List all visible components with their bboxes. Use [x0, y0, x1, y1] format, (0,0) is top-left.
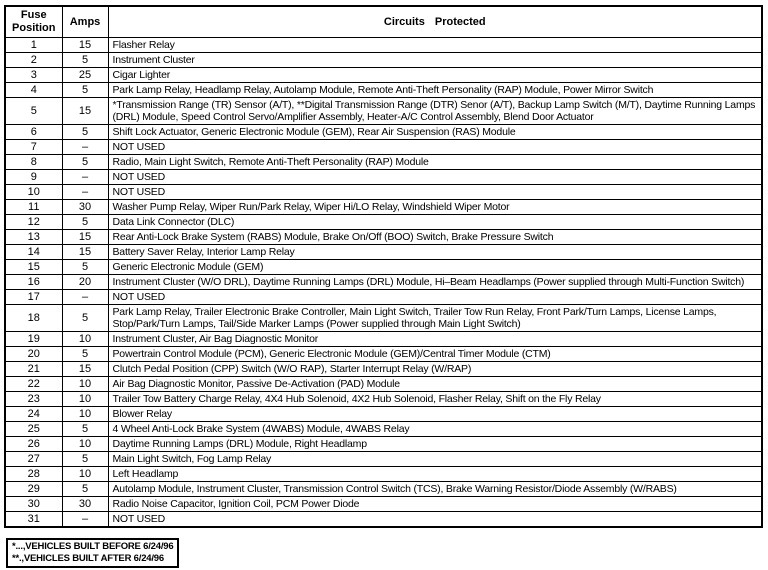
fuse-position-cell: 27: [5, 452, 62, 467]
amps-cell: 15: [62, 362, 108, 377]
circuits-cell: Shift Lock Actuator, Generic Electronic Module (GEM), Rear Air Suspension (RAS) Module: [108, 125, 762, 140]
fuse-position-cell: 22: [5, 377, 62, 392]
fuse-table: [4, 5, 763, 528]
table-row: [5, 482, 762, 497]
circuits-cell: *Transmission Range (TR) Sensor (A/T), **Digital Transmission Range (DTR) Senor (A/T), Backup Lamp Switch (M/T), Daytime Running Lamps (DRL) Module, Speed Control Servo/Amplifier Assembly, Heater-A/C Control Assembly, Blend Door Actuator: [108, 98, 762, 125]
circuits-cell: Radio, Main Light Switch, Remote Anti-Theft Personality (RAP) Module: [108, 155, 762, 170]
fuse-position-cell: 29: [5, 482, 62, 497]
table-row: [5, 305, 762, 332]
table-row: [5, 437, 762, 452]
amps-cell: 5: [62, 482, 108, 497]
circuits-cell: Main Light Switch, Fog Lamp Relay: [108, 452, 762, 467]
table-row: [5, 260, 762, 275]
table-row: [5, 290, 762, 305]
header-circuits-protected: Circuits Protected: [108, 6, 762, 38]
header-amps: Amps: [62, 6, 108, 38]
amps-cell: 5: [62, 422, 108, 437]
circuits-cell: Autolamp Module, Instrument Cluster, Transmission Control Switch (TCS), Brake Warning Resistor/Diode Assembly (W/RABS): [108, 482, 762, 497]
fuse-position-cell: 31: [5, 512, 62, 528]
table-row: [5, 392, 762, 407]
amps-cell: 15: [62, 38, 108, 53]
table-row: [5, 245, 762, 260]
fuse-position-cell: 26: [5, 437, 62, 452]
amps-cell: 5: [62, 125, 108, 140]
circuits-cell: NOT USED: [108, 140, 762, 155]
fuse-position-cell: 11: [5, 200, 62, 215]
circuits-cell: Daytime Running Lamps (DRL) Module, Right Headlamp: [108, 437, 762, 452]
fuse-table-header: [5, 6, 762, 38]
table-row: [5, 125, 762, 140]
circuits-cell: Battery Saver Relay, Interior Lamp Relay: [108, 245, 762, 260]
amps-cell: 10: [62, 407, 108, 422]
fuse-position-cell: 23: [5, 392, 62, 407]
footnote-line-before: *...,VEHICLES BUILT BEFORE 6/24/96: [12, 541, 174, 552]
fuse-position-cell: 9: [5, 170, 62, 185]
amps-cell: 10: [62, 467, 108, 482]
circuits-cell: Trailer Tow Battery Charge Relay, 4X4 Hub Solenoid, 4X2 Hub Solenoid, Flasher Relay, Shift on the Fly Relay: [108, 392, 762, 407]
amps-cell: –: [62, 140, 108, 155]
circuits-cell: Rear Anti-Lock Brake System (RABS) Module, Brake On/Off (BOO) Switch, Brake Pressure Switch: [108, 230, 762, 245]
circuits-cell: Park Lamp Relay, Trailer Electronic Brake Controller, Main Light Switch, Trailer Tow Run Relay, Front Park/Turn Lamps, License Lamps, Stop/Park/Turn Lamps, Tail/Side Marker Lamps (Power supplied through Main Light Switch): [108, 305, 762, 332]
amps-cell: 5: [62, 305, 108, 332]
fuse-position-cell: 1: [5, 38, 62, 53]
fuse-position-cell: 2: [5, 53, 62, 68]
table-row: [5, 377, 762, 392]
fuse-position-cell: 18: [5, 305, 62, 332]
circuits-cell: Flasher Relay: [108, 38, 762, 53]
circuits-cell: Powertrain Control Module (PCM), Generic Electronic Module (GEM)/Central Timer Module (CTM): [108, 347, 762, 362]
amps-cell: 15: [62, 98, 108, 125]
circuits-cell: Instrument Cluster (W/O DRL), Daytime Running Lamps (DRL) Module, Hi–Beam Headlamps (Power supplied through Multi-Function Switch): [108, 275, 762, 290]
fuse-position-cell: 24: [5, 407, 62, 422]
fuse-position-cell: 19: [5, 332, 62, 347]
table-row: [5, 140, 762, 155]
fuse-position-cell: 16: [5, 275, 62, 290]
circuits-cell: NOT USED: [108, 290, 762, 305]
circuits-cell: Data Link Connector (DLC): [108, 215, 762, 230]
amps-cell: 5: [62, 83, 108, 98]
circuits-cell: Left Headlamp: [108, 467, 762, 482]
fuse-position-cell: 30: [5, 497, 62, 512]
circuits-cell: Blower Relay: [108, 407, 762, 422]
table-row: [5, 230, 762, 245]
table-row: [5, 155, 762, 170]
circuits-cell: Air Bag Diagnostic Monitor, Passive De-Activation (PAD) Module: [108, 377, 762, 392]
table-row: [5, 53, 762, 68]
fuse-position-cell: 13: [5, 230, 62, 245]
fuse-position-cell: 10: [5, 185, 62, 200]
fuse-position-cell: 6: [5, 125, 62, 140]
amps-cell: 30: [62, 200, 108, 215]
fuse-position-cell: 17: [5, 290, 62, 305]
fuse-position-cell: 4: [5, 83, 62, 98]
amps-cell: 5: [62, 452, 108, 467]
fuse-position-cell: 15: [5, 260, 62, 275]
circuits-cell: Instrument Cluster, Air Bag Diagnostic Monitor: [108, 332, 762, 347]
circuits-cell: NOT USED: [108, 185, 762, 200]
fuse-position-cell: 12: [5, 215, 62, 230]
header-fuse-position: Fuse Position: [5, 6, 62, 38]
amps-cell: 30: [62, 497, 108, 512]
fuse-position-cell: 14: [5, 245, 62, 260]
circuits-cell: Generic Electronic Module (GEM): [108, 260, 762, 275]
amps-cell: 10: [62, 377, 108, 392]
amps-cell: 10: [62, 392, 108, 407]
circuits-cell: Cigar Lighter: [108, 68, 762, 83]
table-row: [5, 497, 762, 512]
fuse-table-body: [5, 38, 762, 528]
table-row: [5, 38, 762, 53]
circuits-cell: NOT USED: [108, 170, 762, 185]
footnote-box: [6, 538, 179, 568]
table-row: [5, 422, 762, 437]
circuits-cell: Clutch Pedal Position (CPP) Switch (W/O RAP), Starter Interrupt Relay (W/RAP): [108, 362, 762, 377]
table-row: [5, 362, 762, 377]
fuse-position-cell: 8: [5, 155, 62, 170]
amps-cell: –: [62, 185, 108, 200]
table-row: [5, 215, 762, 230]
table-row: [5, 512, 762, 528]
amps-cell: 15: [62, 230, 108, 245]
table-row: [5, 170, 762, 185]
fuse-position-cell: 5: [5, 98, 62, 125]
amps-cell: 5: [62, 155, 108, 170]
amps-cell: 25: [62, 68, 108, 83]
fuse-position-cell: 28: [5, 467, 62, 482]
amps-cell: 5: [62, 260, 108, 275]
table-row: [5, 452, 762, 467]
amps-cell: 15: [62, 245, 108, 260]
table-row: [5, 98, 762, 125]
table-row: [5, 467, 762, 482]
table-row: [5, 200, 762, 215]
table-row: [5, 275, 762, 290]
circuits-cell: 4 Wheel Anti-Lock Brake System (4WABS) Module, 4WABS Relay: [108, 422, 762, 437]
amps-cell: 10: [62, 437, 108, 452]
fuse-position-cell: 25: [5, 422, 62, 437]
table-row: [5, 407, 762, 422]
amps-cell: –: [62, 512, 108, 528]
amps-cell: 20: [62, 275, 108, 290]
amps-cell: 5: [62, 53, 108, 68]
table-row: [5, 68, 762, 83]
footnote-line-after: **.,VEHICLES BUILT AFTER 6/24/96: [12, 552, 164, 564]
circuits-cell: Instrument Cluster: [108, 53, 762, 68]
table-row: [5, 185, 762, 200]
circuits-cell: Park Lamp Relay, Headlamp Relay, Autolamp Module, Remote Anti-Theft Personality (RAP) Module, Power Mirror Switch: [108, 83, 762, 98]
table-row: [5, 332, 762, 347]
amps-cell: –: [62, 170, 108, 185]
fuse-position-cell: 3: [5, 68, 62, 83]
circuits-cell: NOT USED: [108, 512, 762, 528]
table-row: [5, 347, 762, 362]
header-row: [5, 6, 762, 38]
amps-cell: 5: [62, 215, 108, 230]
fuse-position-cell: 7: [5, 140, 62, 155]
circuits-cell: Radio Noise Capacitor, Ignition Coil, PCM Power Diode: [108, 497, 762, 512]
fuse-position-cell: 20: [5, 347, 62, 362]
table-row: [5, 83, 762, 98]
amps-cell: –: [62, 290, 108, 305]
circuits-cell: Washer Pump Relay, Wiper Run/Park Relay, Wiper Hi/LO Relay, Windshield Wiper Motor: [108, 200, 762, 215]
amps-cell: 10: [62, 332, 108, 347]
amps-cell: 5: [62, 347, 108, 362]
fuse-position-cell: 21: [5, 362, 62, 377]
